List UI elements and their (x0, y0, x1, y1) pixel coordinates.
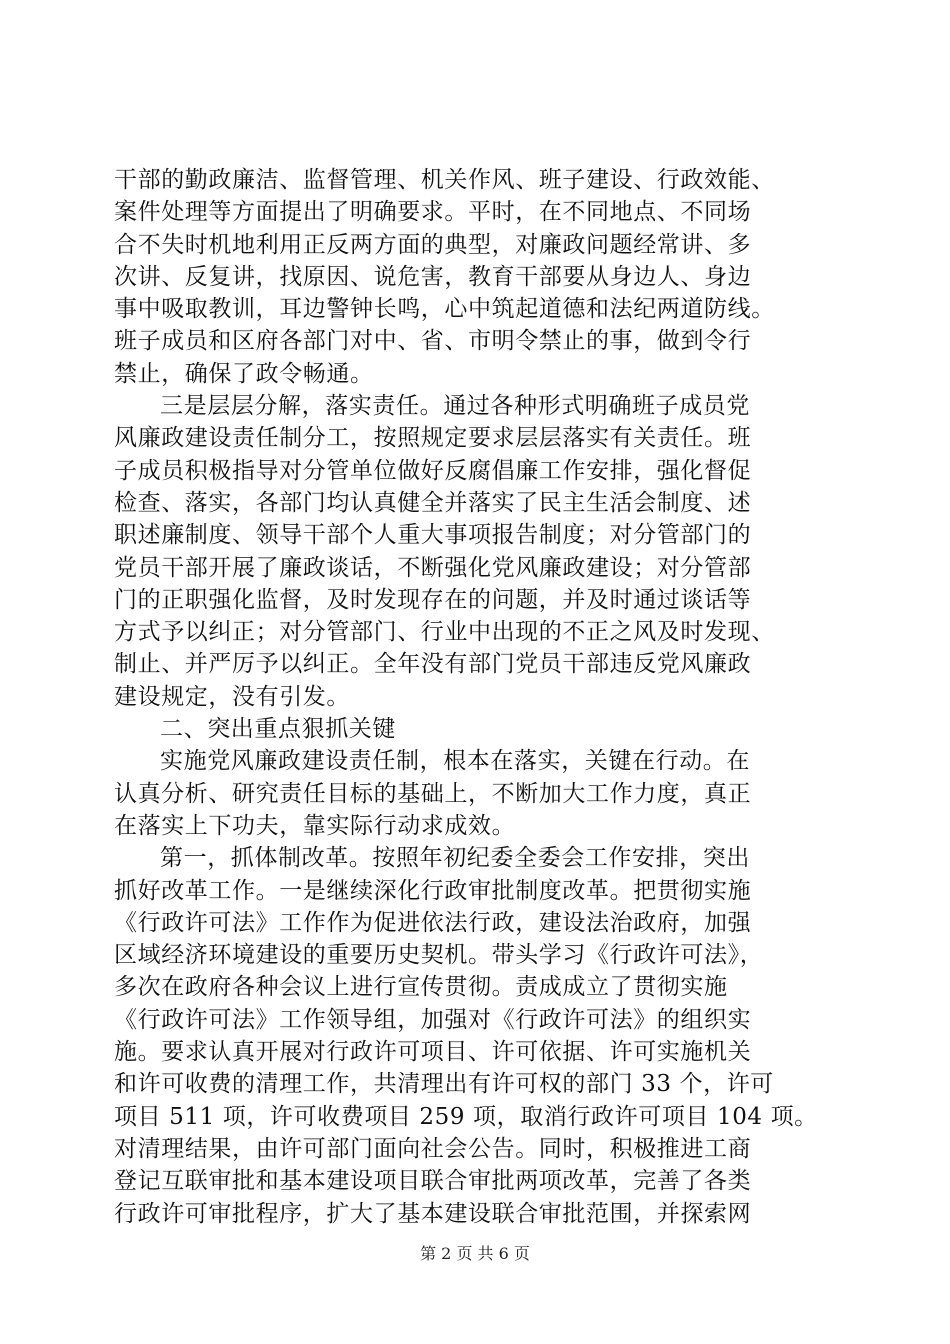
text-line: 方式予以纠正；对分管部门、行业中出现的不正之风及时发现、 (114, 619, 775, 646)
text-line: 第一，抓体制改革。按照年初纪委全委会工作安排，突出 (160, 845, 750, 872)
text-line: 在落实上下功夫，靠实际行动求成效。 (114, 812, 516, 839)
text-line: 登记互联审批和基本建设项目联合审批两项改革，完善了各类 (114, 1168, 752, 1195)
text-line: 事中吸取教训，耳边警钟长鸣，心中筑起道德和法纪两道防线。 (114, 296, 775, 323)
text-line: 子成员积极指导对分管单位做好反腐倡廉工作安排，强化督促 (114, 457, 752, 484)
text-line: 案件处理等方面提出了明确要求。平时，在不同地点、不同场 (114, 199, 752, 226)
text-line: 次讲、反复讲，找原因、说危害，教育干部要从身边人、身边 (114, 263, 752, 290)
text-line: 门的正职强化监督，及时发现存在的问题，并及时通过谈话等 (114, 586, 752, 613)
text-line: 行政许可审批程序，扩大了基本建设联合审批范围，并探索网 (114, 1200, 752, 1227)
text-line: 《行政许可法》工作领导组，加强对《行政许可法》的组织实 (114, 1006, 752, 1033)
text-line: 多次在政府各种会议上进行宣传贯彻。责成成立了贯彻实施 (114, 974, 728, 1001)
text-line: 检查、落实，各部门均认真健全并落实了民主生活会制度、述 (114, 489, 752, 516)
text-line: 三是层层分解，落实责任。通过各种形式明确班子成员党 (160, 393, 750, 420)
text-line: 党员干部开展了廉政谈话，不断强化党风廉政建设；对分管部 (114, 554, 752, 581)
text-line: 抓好改革工作。一是继续深化行政审批制度改革。把贯彻实施 (114, 877, 752, 904)
text-line: 班子成员和区府各部门对中、省、市明令禁止的事，做到令行 (114, 328, 752, 355)
text-line: 认真分析、研究责任目标的基础上，不断加大工作力度，真正 (114, 780, 752, 807)
text-line: 风廉政建设责任制分工，按照规定要求层层落实有关责任。班 (114, 425, 752, 452)
text-line: 禁止，确保了政令畅通。 (114, 360, 374, 387)
text-line: 和许可收费的清理工作，共清理出有许可权的部门 33 个，许可 (114, 1071, 774, 1098)
text-line: 干部的勤政廉洁、监督管理、机关作风、班子建设、行政效能、 (114, 167, 775, 193)
text-line: 《行政许可法》工作作为促进依法行政，建设法治政府，加强 (114, 909, 752, 936)
text-line: 对清理结果，由许可部门面向社会公告。同时，积极推进工商 (114, 1135, 752, 1162)
text-line: 建设规定，没有引发。 (114, 683, 350, 710)
text-line: 实施党风廉政建设责任制，根本在落实，关键在行动。在 (160, 748, 750, 775)
text-line: 合不失时机地利用正反两方面的典型，对廉政问题经常讲、多 (114, 231, 752, 258)
page-footer: 第 2 页 共 6 页 (420, 1244, 530, 1263)
text-line: 区域经济环境建设的重要历史契机。带头学习《行政许可法》， (114, 942, 764, 969)
text-line: 施。要求认真开展对行政许可项目、许可依据、许可实施机关 (114, 1039, 752, 1066)
text-line: 二、突出重点狠抓关键 (160, 716, 396, 743)
body-text (114, 164, 844, 1230)
text-line: 项目 511 项，许可收费项目 259 项，取消行政许可项目 104 项。 (114, 1103, 818, 1130)
text-line: 制止、并严厉予以纠正。全年没有部门党员干部违反党风廉政 (114, 651, 752, 678)
text-line: 职述廉制度、领导干部个人重大事项报告制度；对分管部门的 (114, 522, 752, 549)
